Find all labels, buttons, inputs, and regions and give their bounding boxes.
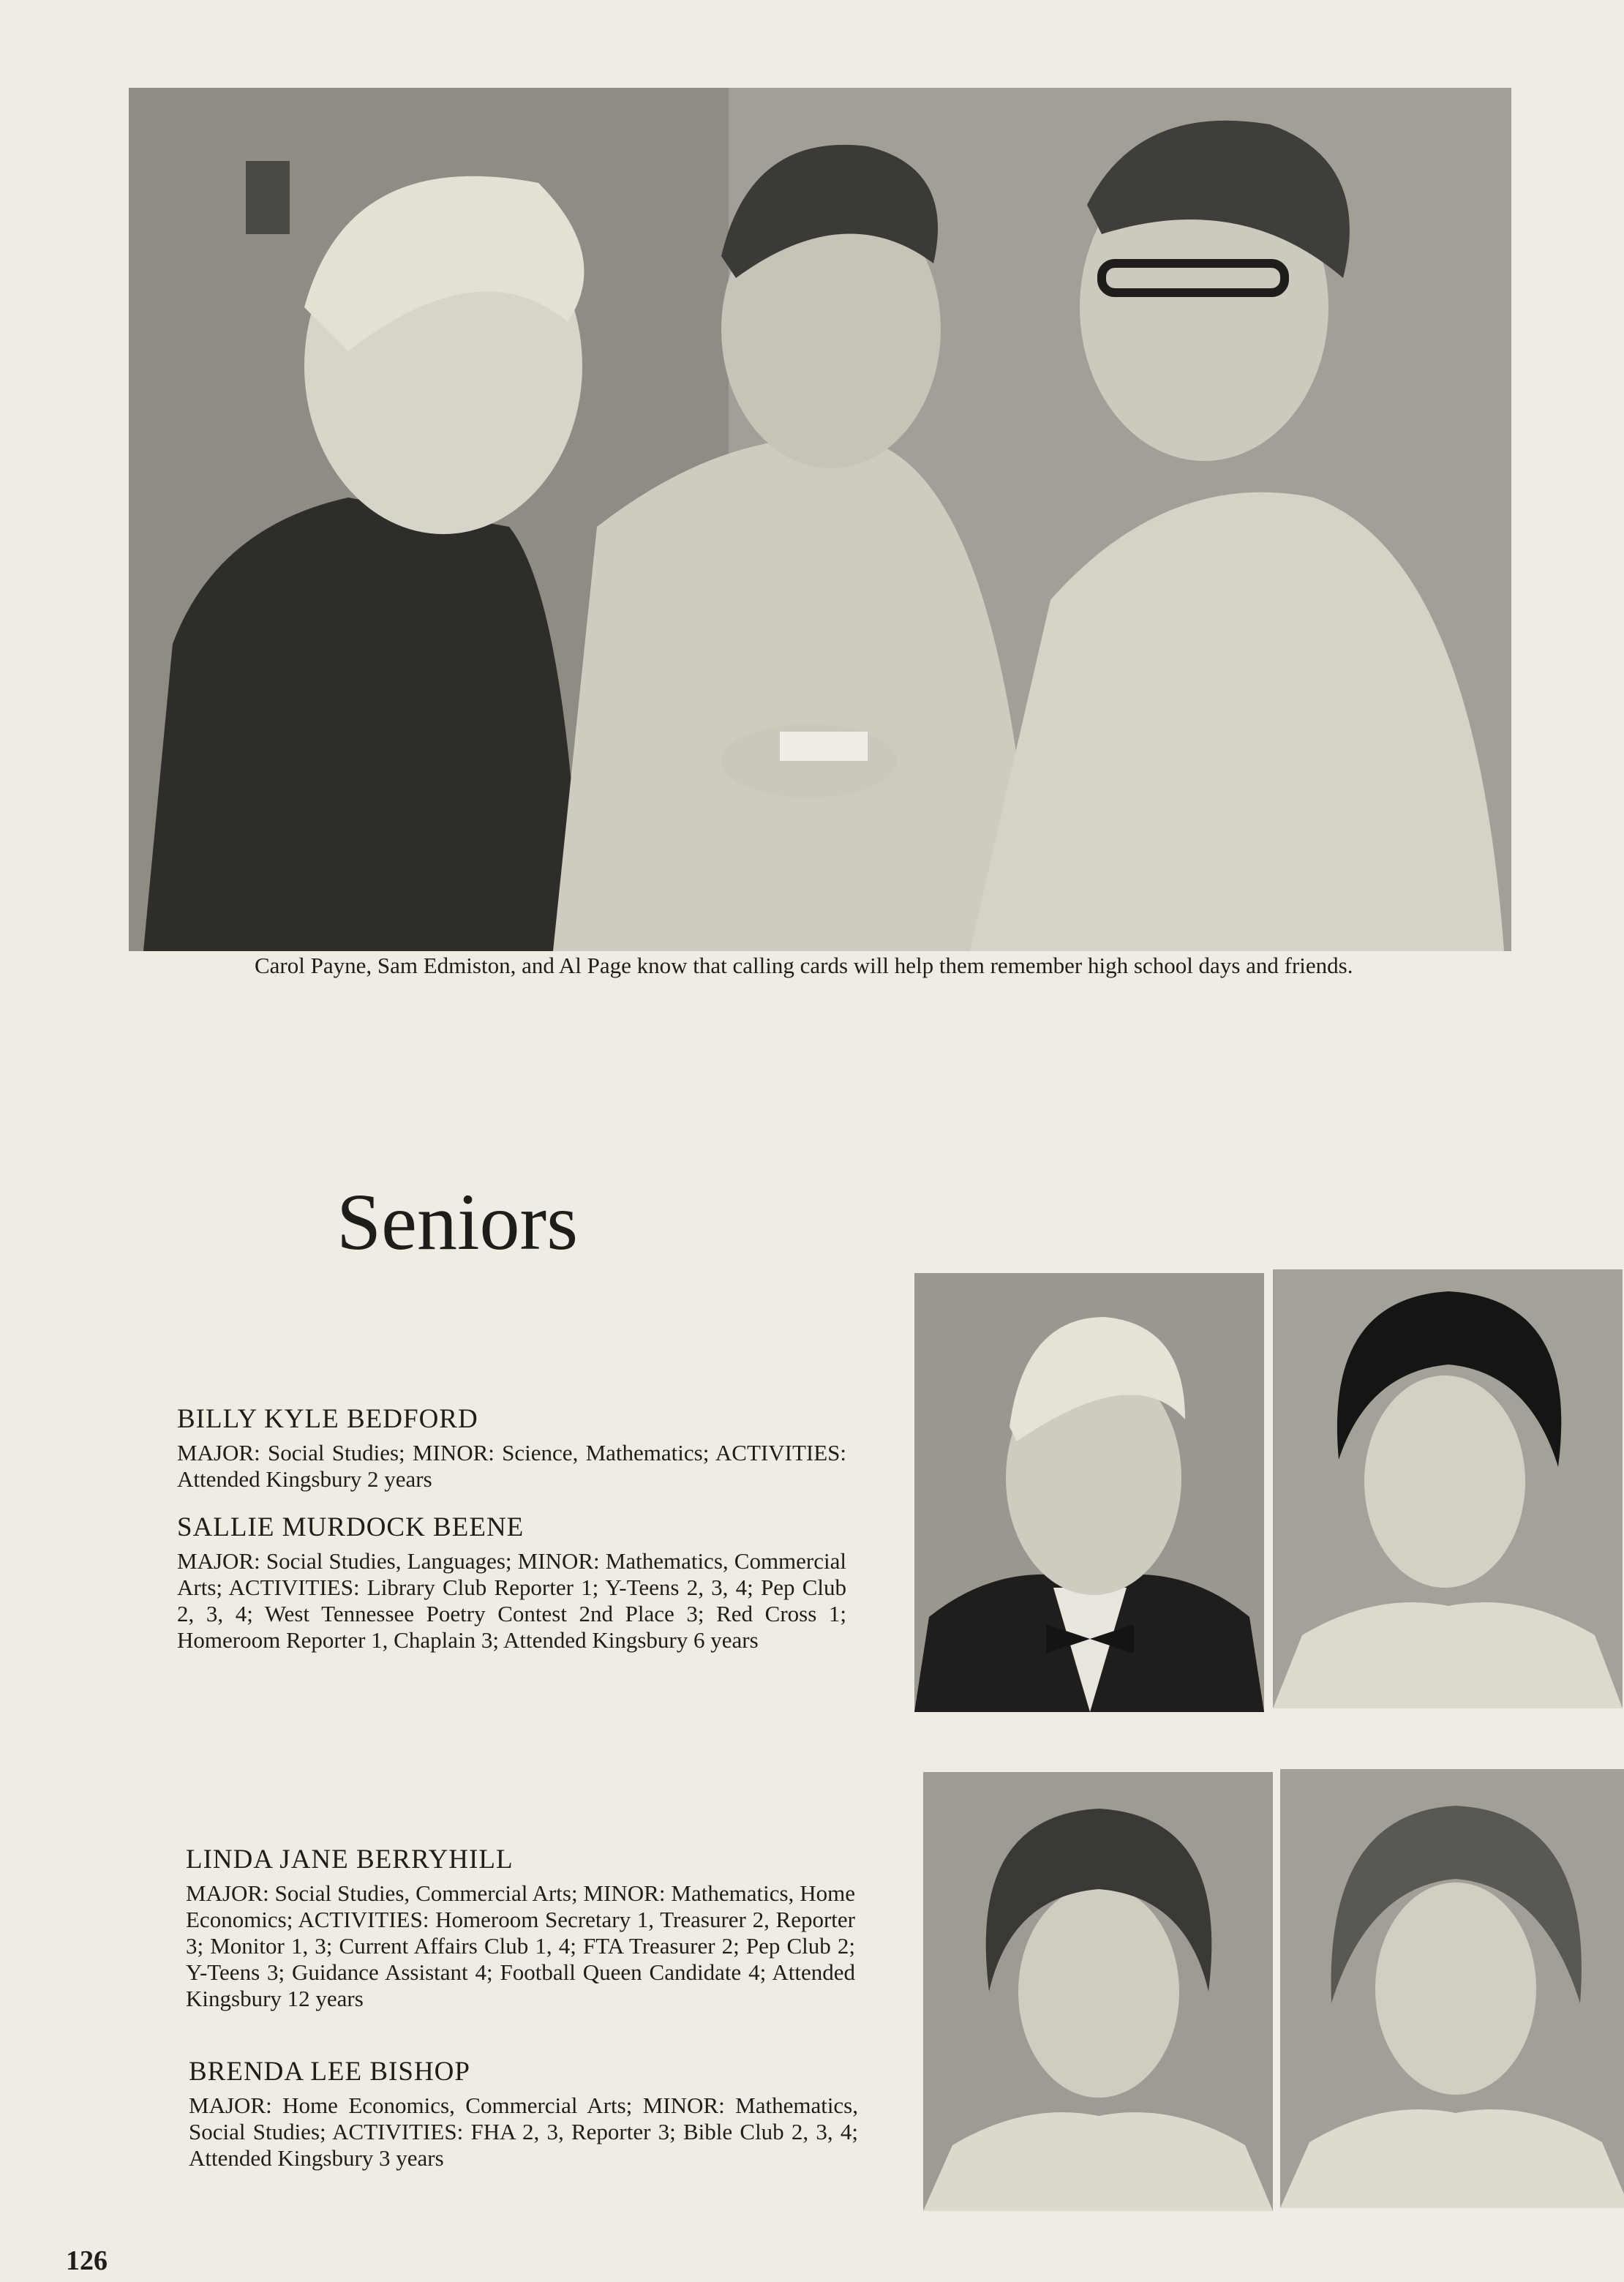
portrait-illustration (923, 1772, 1273, 2211)
senior-name: LINDA JANE BERRYHILL (186, 1844, 514, 1874)
portrait-illustration (914, 1273, 1264, 1712)
senior-entry (189, 2056, 858, 2172)
senior-details: MAJOR: Home Economics, Commercial Arts; MINOR: Mathematics, Social Studies; ACTIVITIES: FHA 2, 3, Reporter 3; Bible Club 2, 3, 4; Attended Kingsbury 3 years (189, 2093, 858, 2171)
portrait-photo (923, 1772, 1273, 2211)
page-number: 126 (66, 2245, 108, 2276)
senior-entry (177, 1403, 846, 1493)
senior-name: BRENDA LEE BISHOP (189, 2057, 470, 2087)
senior-details: MAJOR: Social Studies; MINOR: Science, Mathematics; ACTIVITIES: Attended Kingsbury 2 years (177, 1440, 846, 1492)
senior-entry (186, 1844, 855, 2012)
portrait-illustration (1280, 1769, 1624, 2208)
senior-entry (177, 1512, 846, 1654)
portrait-photo (1273, 1269, 1623, 1708)
section-heading: Seniors (337, 1177, 578, 1266)
portrait-illustration (1273, 1269, 1623, 1708)
group-photo (129, 88, 1511, 951)
senior-details: MAJOR: Social Studies, Languages; MINOR: Mathematics, Commercial Arts; ACTIVITIES: Library Club Reporter 1; Y-Teens 2, 3, 4; Pep Club 2, 3, 4; West Tennessee Poetry Contest 2nd Place 3; Red Cross 1; Homeroom Reporter 1, Chaplain 3; Attended Kingsbury 6 years (177, 1548, 846, 1653)
photo-caption: Carol Payne, Sam Edmiston, and Al Page know that calling cards will help them remember high school days and friends. (255, 953, 1353, 978)
senior-name: BILLY KYLE BEDFORD (177, 1404, 478, 1434)
senior-name: SALLIE MURDOCK BEENE (177, 1512, 525, 1542)
group-photo-illustration (129, 88, 1511, 951)
portrait-photo (1280, 1769, 1624, 2208)
portrait-photo (914, 1273, 1264, 1712)
senior-details: MAJOR: Social Studies, Commercial Arts; MINOR: Mathematics, Home Economics; ACTIVITIES: Homeroom Secretary 1, Treasurer 2, Reporter 3; Monitor 1, 3; Current Affairs Club 1, 4; FTA Treasurer 2; Pep Club 2; Y-Teens 3; Guidance Assistant 4; Football Queen Candidate 4; Attended Kingsbury 12 years (186, 1880, 855, 2011)
